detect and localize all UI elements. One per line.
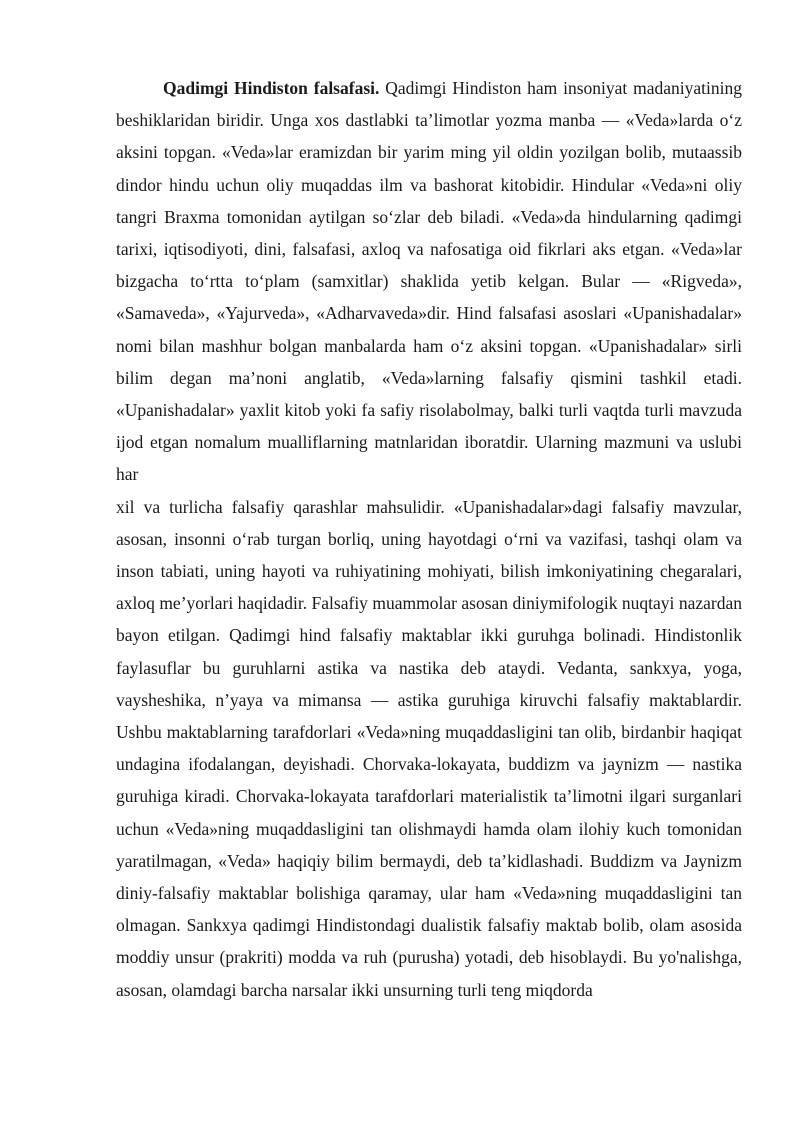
paragraph-intro (116, 72, 742, 491)
paragraph-continuation: xil va turlicha falsafiy qarashlar mahsulidir. «Upanishadalar»dagi falsafiy mavzular, asosan, insonni o‘rab turgan borliq, uning hayotdagi o‘rni va vazifasi, tashqi olam va inson tabiati, uning hayoti va ruhiyatining mohiyati, bilish imkoniyatining chegaralari, axloq me’yorlari haqidadir. Falsafiy muammolar asosan diniymifologik nuqtayi nazardan bayon etilgan. Qadimgi hind falsafiy maktablar ikki guruhga bolinadi. Hindistonlik faylasuflar bu guruhlarni astika va nastika deb ataydi. Vedanta, sankxya, yoga, vaysheshika, n’yaya va mimansa — astika guruhiga kiruvchi falsafiy maktablardir. Ushbu maktablarning tarafdorlari «Veda»ning muqaddasligini tan olib, birdanbir haqiqat undagina ifodalangan, deyishadi. Chorvaka-lokayata, buddizm va jaynizm — nastika guruhiga kiradi. Chorvaka-lokayata tarafdorlari materialistik ta’limotni ilgari surganlari uchun «Veda»ning muqaddasligini tan olishmaydi hamda olam ilohiy kuch tomonidan yaratilmagan, «Veda» haqiqiy bilim bermaydi, deb ta’kidlashadi. Buddizm va Jaynizm diniy-falsafiy maktablar bolishiga qaramay, ular ham «Veda»ning muqaddasligini tan olmagan. Sankxya qadimgi Hindistondagi dualistik falsafiy maktab bolib, olam asosida moddiy unsur (prakriti) modda va ruh (purusha) yotadi, deb hisoblaydi. Bu yo'nalishga, asosan, olamdagi barcha narsalar ikki unsurning turli teng miqdorda (116, 496, 742, 1000)
document-page (116, 72, 742, 1006)
section-heading: Qadimgi Hindiston falsafasi. (163, 78, 380, 98)
paragraph-intro-text: Qadimgi Hindiston ham insoniyat madaniyatining beshiklaridan biridir. Unga xos dastlabki ta’limotlar yozma manba — «Veda»larda o‘z aksini topgan. «Veda»lar eramizdan bir yarim ming yil oldin yozilgan bolib, mutaassib dindor hindu uchun oliy muqaddas ilm va bashorat kitobidir. Hindular «Veda»ni oliy tangri Braxma tomonidan aytilgan so‘zlar deb biladi. «Veda»da hindularning qadimgi tarixi, iqtisodiyoti, dini, falsafasi, axloq va nafosatiga oid fikrlari aks etgan. «Veda»lar bizgacha to‘rtta to‘plam (samxitlar) shaklida yetib kelgan. Bular — «Rigveda», «Samaveda», «Yajurveda», «Adharvaveda»dir. Hind falsafasi asoslari «Upanishadalar» nomi bilan mashhur bolgan manbalarda ham o‘z aksini topgan. «Upanishadalar» sirli bilim degan ma’noni anglatib, «Veda»larning falsafiy qismini tashkil etadi. «Upanishadalar» yaxlit kitob yoki fa safiy risolabolmay, balki turli vaqtda turli mavzuda ijod etgan nomalum mualliflarning matnlaridan iboratdir. Ularning mazmuni va uslubi har (116, 78, 742, 485)
